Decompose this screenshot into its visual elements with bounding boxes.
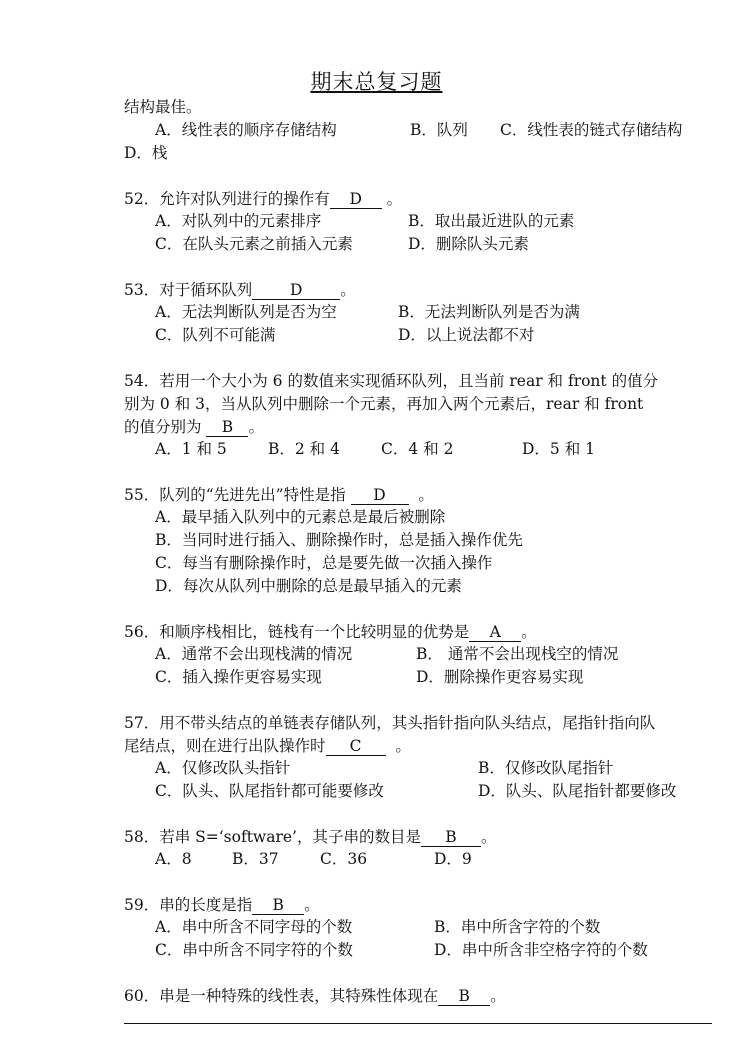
q57-option-a: A．仅修改队头指针	[155, 759, 291, 777]
q57-option-d: D．队头、队尾指针都要修改	[478, 782, 677, 800]
q55-answer: D	[351, 486, 409, 505]
q56-option-a: A．通常不会出现栈满的情况	[155, 645, 353, 663]
q57-line-2	[124, 735, 411, 757]
q54-answer: B	[206, 418, 248, 437]
q53-stem	[124, 279, 356, 301]
q58-stem	[124, 826, 496, 848]
q52-answer: D	[330, 190, 382, 209]
q57-end: 。	[395, 737, 411, 755]
q55-option-a: A．最早插入队列中的元素总是最后被删除	[155, 508, 446, 526]
q52-stem-text: 52．允许对队列进行的操作有	[124, 190, 330, 208]
q54-line-3-text: 的值分别为	[124, 418, 202, 436]
q54-end: 。	[248, 418, 264, 436]
q56-option-c: C．插入操作更容易实现	[155, 668, 322, 686]
q54-option-d: D．5 和 1	[522, 440, 596, 458]
q51-option-b: B．队列	[410, 121, 468, 139]
q52-option-c: C．在队头元素之前插入元素	[155, 235, 353, 253]
q59-answer: B	[252, 896, 304, 915]
q51-tail: 结构最佳。	[124, 98, 202, 116]
q55-option-c: C．每当有删除操作时，总是要先做一次插入操作	[155, 554, 493, 572]
q59-option-c: C．串中所含不同字符的个数	[155, 941, 353, 959]
q58-option-d: D．9	[434, 850, 472, 868]
q53-answer: D	[252, 281, 340, 300]
q59-stem-text: 59．串的长度是指	[124, 896, 253, 914]
q57-line-1: 57．用不带头结点的单链表存储队列，其头指针指向队头结点，尾指针指向队	[124, 714, 656, 732]
q58-option-b: B．37	[232, 850, 279, 868]
q55-stem	[124, 484, 434, 506]
q55-stem-text: 55．队列的“先进先出”特性是指	[124, 486, 346, 504]
q56-stem-text: 56．和顺序栈相比，链栈有一个比较明显的优势是	[124, 623, 470, 641]
q60-answer: B	[438, 987, 490, 1006]
q54-option-a: A．1 和 5	[155, 440, 227, 458]
q59-option-b: B．串中所含字符的个数	[434, 918, 601, 936]
q54-line-2: 别为 0 和 3，当从队列中删除一个元素，再加入两个元素后，rear 和 front	[124, 395, 644, 413]
q53-end: 。	[340, 281, 356, 299]
q55-option-d: D．每次从队列中删除的总是最早插入的元素	[155, 577, 462, 595]
q52-option-b: B．取出最近进队的元素	[408, 212, 575, 230]
q57-option-c: C．队头、队尾指针都可能要修改	[155, 782, 384, 800]
q58-stem-text: 58．若串 S=‘software’，其子串的数目是	[124, 828, 421, 846]
q59-stem	[124, 894, 320, 916]
q54-line-1: 54．若用一个大小为 6 的数值来实现循环队列，且当前 rear 和 front 的值分	[124, 372, 659, 390]
q52-stem	[124, 188, 402, 210]
q60-stem-text: 60．串是一种特殊的线性表，其特殊性体现在	[124, 987, 439, 1005]
q51-option-c: C．线性表的链式存储结构	[500, 121, 683, 139]
q54-option-c: C．4 和 2	[381, 440, 454, 458]
q56-option-b: B． 通常不会出现栈空的情况	[416, 645, 619, 663]
q57-line-2-text: 尾结点，则在进行出队操作时	[124, 737, 326, 755]
q56-end: 。	[521, 623, 537, 641]
q59-option-d: D．串中所含非空格字符的个数	[434, 941, 648, 959]
q53-option-d: D．以上说法都不对	[398, 326, 535, 344]
q52-option-a: A．对队列中的元素排序	[155, 212, 322, 230]
q53-stem-text: 53．对于循环队列	[124, 281, 253, 299]
q52-option-d: D．删除队头元素	[408, 235, 529, 253]
q57-answer: C	[326, 737, 386, 756]
q53-option-a: A．无法判断队列是否为空	[155, 303, 337, 321]
footer-divider	[124, 1023, 712, 1024]
q56-stem	[124, 621, 537, 643]
q56-answer: A	[469, 623, 521, 642]
q58-option-c: C．36	[320, 850, 368, 868]
q54-line-3	[124, 416, 264, 438]
q54-option-b: B．2 和 4	[268, 440, 340, 458]
page-title: 期末总复习题	[310, 70, 443, 94]
q58-option-a: A．8	[155, 850, 192, 868]
q51-option-d: D．栈	[124, 144, 168, 162]
q55-option-b: B．当同时进行插入、删除操作时，总是插入操作优先	[155, 531, 523, 549]
q59-option-a: A．串中所含不同字母的个数	[155, 918, 353, 936]
q58-end: 。	[480, 828, 497, 846]
q51-option-a: A．线性表的顺序存储结构	[155, 121, 337, 139]
q60-end: 。	[490, 987, 506, 1005]
q59-end: 。	[304, 896, 320, 914]
q57-option-b: B．仅修改队尾指针	[478, 759, 614, 777]
q58-answer: B	[421, 828, 481, 847]
q60-stem	[124, 985, 506, 1007]
q56-option-d: D．删除操作更容易实现	[416, 668, 584, 686]
q55-end: 。	[418, 486, 434, 504]
q53-option-b: B．无法判断队列是否为满	[398, 303, 580, 321]
q53-option-c: C．队列不可能满	[155, 326, 276, 344]
q52-end: 。	[386, 190, 403, 208]
